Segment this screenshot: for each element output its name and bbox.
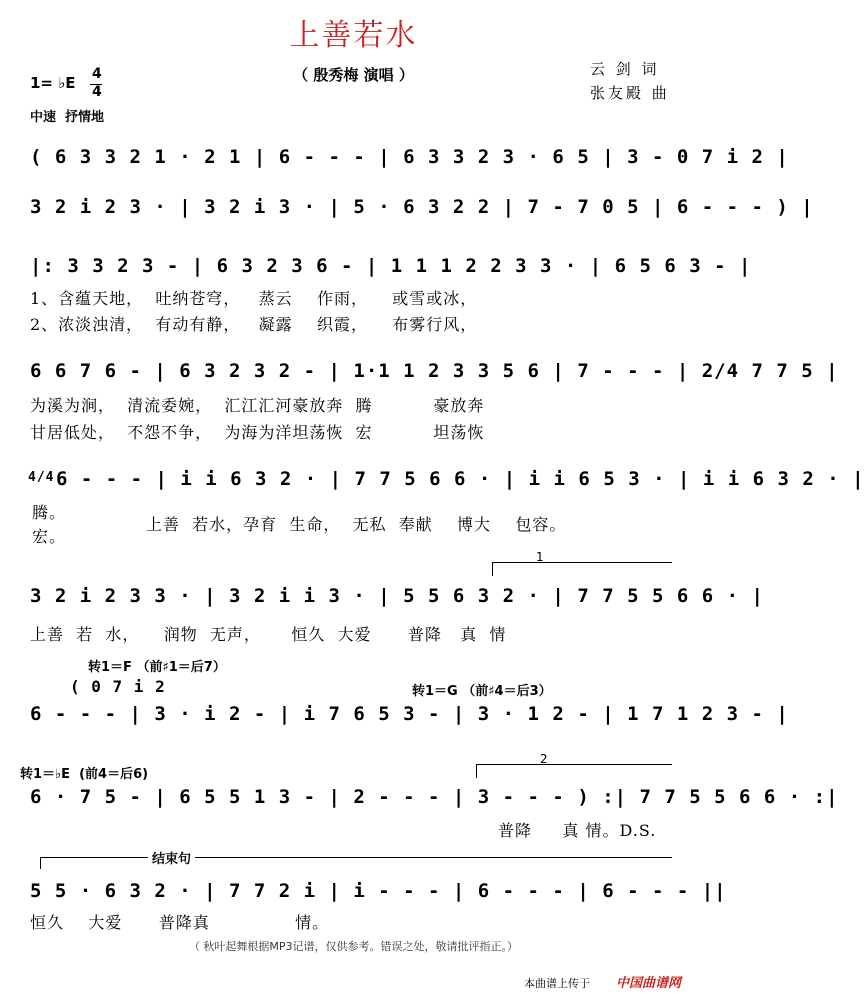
singer-credit: （ 殷秀梅 演唱 ）: [293, 66, 414, 84]
composer-credit: 张友殿 曲: [590, 84, 670, 102]
score-line-4: 6 6 7 6 - | 6 3 2 3 2 - | 1·1 1 2 3 3 5 6 | 7 - - - | 2/4 7 7 5 |: [30, 360, 839, 382]
volta-2-bracket: [476, 764, 672, 765]
modulation-1: 转1＝F （前♯1＝后7）: [88, 660, 226, 675]
lyric-line-3b: 2、浓淡浊清， 有动有静， 凝露 织霞， 布雾行风，: [30, 315, 478, 334]
lyric-line-4b: 甘居低处， 不怨不争， 为海为洋坦荡恢 宏 坦荡恢: [30, 423, 485, 442]
lyric-line-5-refrain: 上善 若水，孕育 生命， 无私 奉献 博大 包容。: [146, 515, 567, 534]
modulation-3: 转1＝♭E (前4＝后6): [20, 767, 149, 782]
time-sig-change: 4/4: [28, 470, 55, 485]
score-line-3: |: 3 3 2 3 - | 6 3 2 3 6 - | 1 1 1 2 2 3 3 · | 6 5 6 3 - |: [30, 255, 752, 277]
volta-2-label: 2: [540, 752, 548, 766]
time-sig-bottom: 4: [92, 84, 102, 100]
ending-bracket: [40, 857, 672, 858]
score-line-6: 3 2 i 2 3 3 · | 3 2 i i 3 · | 5 5 6 3 2 · | 7 7 5 5 6 6 · |: [30, 585, 764, 607]
volta-1-label: 1: [536, 550, 544, 564]
score-line-9: 5 5 · 6 3 2 · | 7 7 2 i | i - - - | 6 - - - | 6 - - - ||: [30, 880, 727, 902]
lyric-line-6: 上善 若 水， 润物 无声， 恒久 大爱 普降 真 情: [30, 625, 507, 644]
lyric-line-3a: 1、含蕴天地， 吐纳苍穹， 蒸云 作雨， 或雪或冰，: [30, 289, 478, 308]
upload-label: 本曲谱上传于: [524, 977, 590, 990]
lyric-line-5a: 腾。: [32, 503, 67, 522]
modulation-2: 转1＝G （前♯4＝后3）: [412, 684, 552, 699]
ending-label: 结束句: [148, 848, 195, 867]
score-line-8: 6 · 7 5 - | 6 5 5 1 3 - | 2 - - - | 3 - - - ) :| 7 7 5 5 6 6 · :|: [30, 786, 839, 808]
key-signature: 1= ♭E: [30, 74, 76, 92]
lyric-line-5b: 宏。: [32, 527, 67, 546]
lyricist-credit: 云 剑 词: [590, 60, 660, 78]
lyric-line-8: 普降 真 情。D.S.: [498, 821, 657, 840]
disclaimer: （ 秋叶起舞根据MP3记谱，仅供参考。错误之处，敬请批评指正。）: [188, 940, 519, 953]
lyric-line-4a: 为溪为涧， 清流委婉， 汇江汇河豪放奔 腾 豪放奔: [30, 396, 485, 415]
page-title: 上善若水: [289, 18, 418, 53]
site-logo[interactable]: 中国曲谱网: [616, 976, 682, 991]
pickup-notes: ( 0 7 i 2: [70, 677, 166, 696]
score-line-2: 3 2 i 2 3 · | 3 2 i 3 · | 5 · 6 3 2 2 | 7 - 7 0 5 | 6 - - - ) |: [30, 196, 814, 218]
tempo-marking: 中速 抒情地: [30, 110, 105, 125]
score-line-1: ( 6 3 3 2 1 · 2 1 | 6 - - - | 6 3 3 2 3 · 6 5 | 3 - 0 7 i 2 |: [30, 146, 789, 168]
time-sig-top: 4: [92, 66, 102, 82]
score-line-7: 6 - - - | 3 · i 2 - | i 7 6 5 3 - | 3 · 1 2 - | 1 7 1 2 3 - |: [30, 703, 789, 725]
lyric-line-9: 恒久 大爱 普降真 情。: [30, 913, 330, 932]
volta-1-bracket: [492, 562, 672, 563]
score-line-5: 6 - - - | i i 6 3 2 · | 7 7 5 6 6 · | i i 6 5 3 · | i i 6 3 2 · |: [56, 468, 865, 490]
